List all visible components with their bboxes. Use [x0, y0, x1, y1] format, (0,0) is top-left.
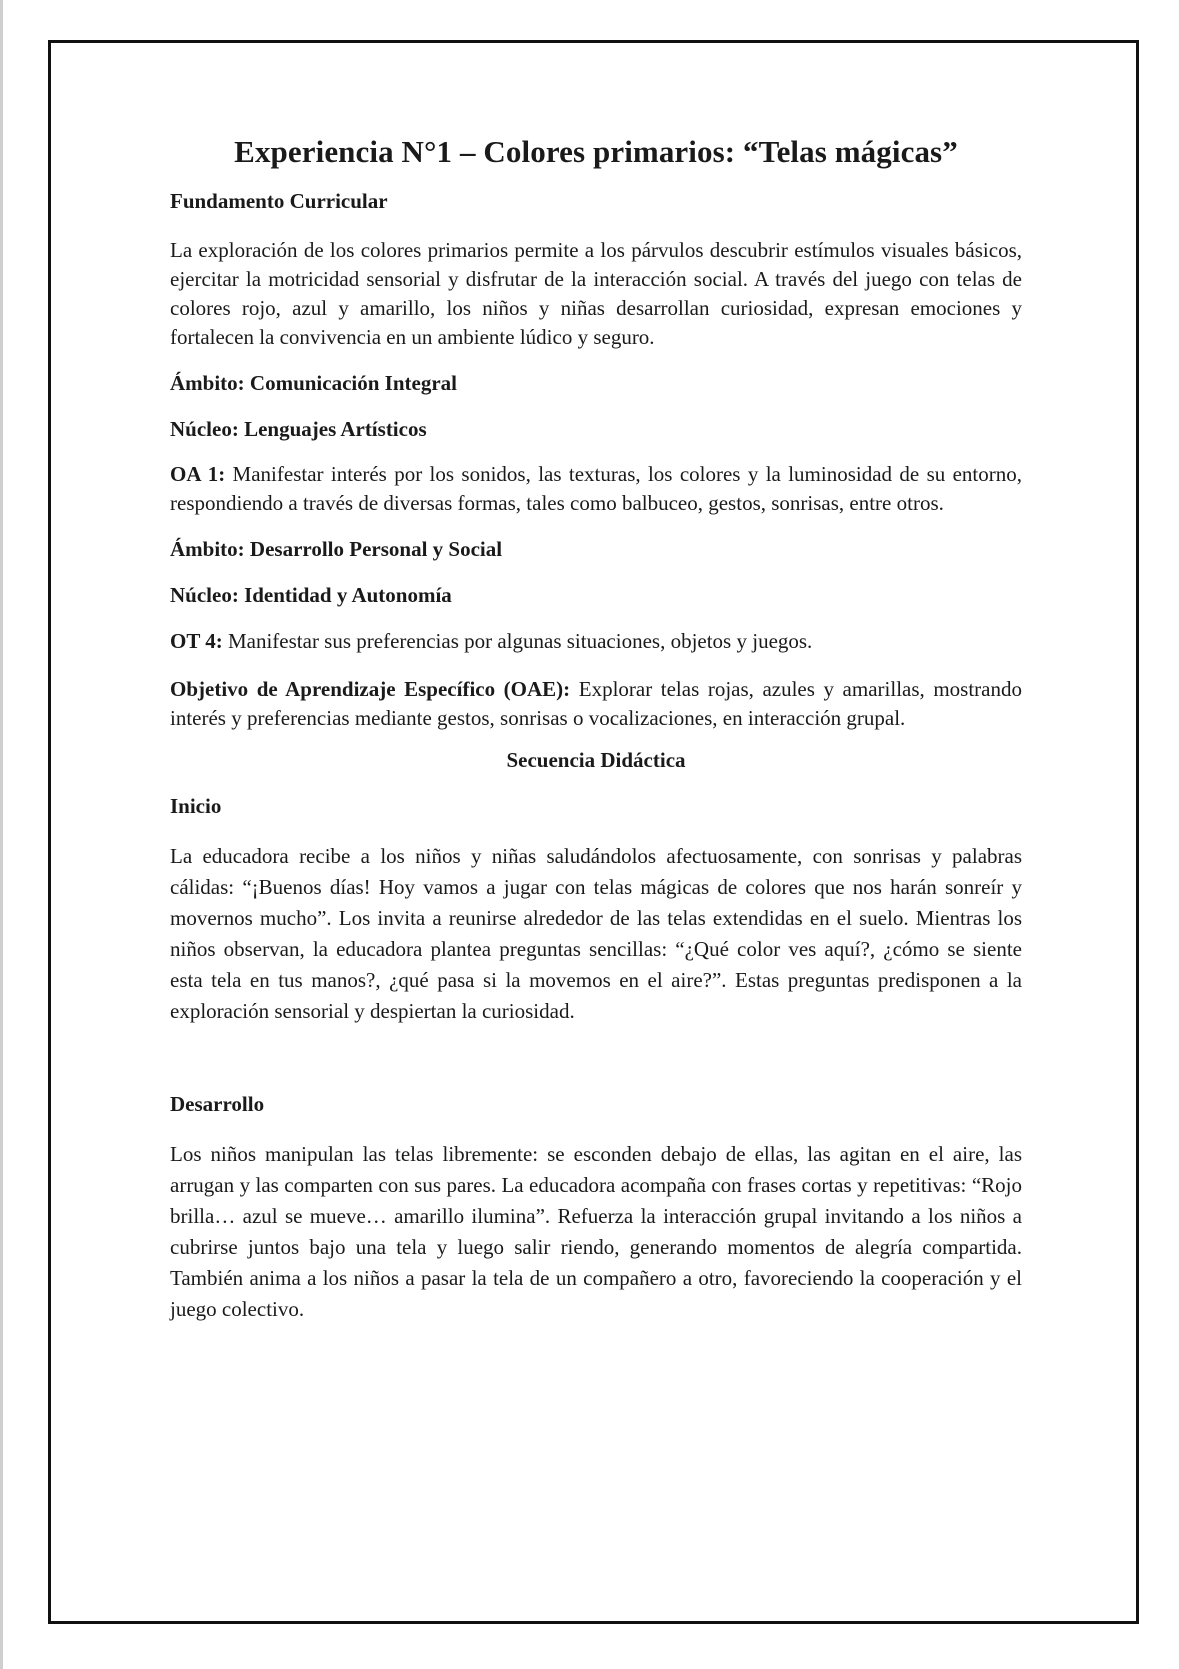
fundamento-heading: Fundamento Curricular — [170, 189, 388, 213]
ot4-label: OT 4: — [170, 629, 223, 653]
page-edge — [0, 0, 3, 1669]
nucleo-lenguajes: Núcleo: Lenguajes Artísticos — [170, 417, 427, 441]
ot4-text: Manifestar sus preferencias por algunas situaciones, objetos y juegos. — [222, 629, 813, 653]
ot4-paragraph — [170, 626, 1022, 657]
fundamento-text: La exploración de los colores primarios permite a los párvulos descubrir estímulos visuales básicos, ejercitar la motricidad sensorial y disfrutar de la interacción social. A través del juego con telas de colores rojo, azul y amarillo, los niños y niñas desarrollan curiosidad, expresan emociones y fortalecen la convivencia en un ambiente lúdico y seguro. — [170, 238, 1022, 349]
desarrollo-heading: Desarrollo — [170, 1092, 265, 1116]
document-title: Experiencia N°1 – Colores primarios: “Telas mágicas” — [234, 134, 958, 169]
oae-label: Objetivo de Aprendizaje Específico (OAE): — [170, 677, 571, 701]
oa1-paragraph — [170, 460, 1022, 518]
ambito-comunicacion: Ámbito: Comunicación Integral — [170, 371, 457, 395]
inicio-text: La educadora recibe a los niños y niñas saludándolos afectuosamente, con sonrisas y palabras cálidas: “¡Buenos días! Hoy vamos a jugar con telas mágicas de colores que nos harán sonreír y movernos mucho”. Los invita a reunirse alrededor de las telas extendidas en el suelo. Mientras los niños observan, la educadora plantea preguntas sencillas: “¿Qué color ves aquí?, ¿cómo se siente esta tela en tus manos?, ¿qué pasa si la movemos en el aire?”. Estas preguntas predisponen a la exploración sensorial y despiertan la curiosidad. — [170, 844, 1022, 1023]
oa1-text: Manifestar interés por los sonidos, las texturas, los colores y la luminosidad de su entorno, respondiendo a través de diversas formas, tales como balbuceo, gestos, sonrisas, entre otros. — [170, 462, 1022, 515]
oae-paragraph — [170, 675, 1022, 733]
document-content — [170, 132, 1022, 1325]
inicio-heading: Inicio — [170, 794, 222, 818]
desarrollo-text: Los niños manipulan las telas libremente: se esconden debajo de ellas, las agitan en el aire, las arrugan y las comparten con sus pares. La educadora acompaña con frases cortas y repetitivas: “Rojo brilla… azul se mueve… amarillo ilumina”. Refuerza la interacción grupal invitando a los niños a cubrirse juntos bajo una tela y luego salir riendo, generando momentos de alegría compartida. También anima a los niños a pasar la tela de un compañero a otro, favoreciendo la cooperación y el juego colectivo. — [170, 1142, 1022, 1321]
secuencia-heading: Secuencia Didáctica — [506, 748, 686, 772]
oa1-label: OA 1: — [170, 462, 226, 486]
nucleo-identidad: Núcleo: Identidad y Autonomía — [170, 583, 452, 607]
oae-text: Explorar telas rojas, azules y amarillas, mostrando interés y preferencias mediante gestos, sonrisas o vocalizaciones, en interacción grupal. — [170, 677, 1022, 730]
ambito-desarrollo: Ámbito: Desarrollo Personal y Social — [170, 537, 503, 561]
